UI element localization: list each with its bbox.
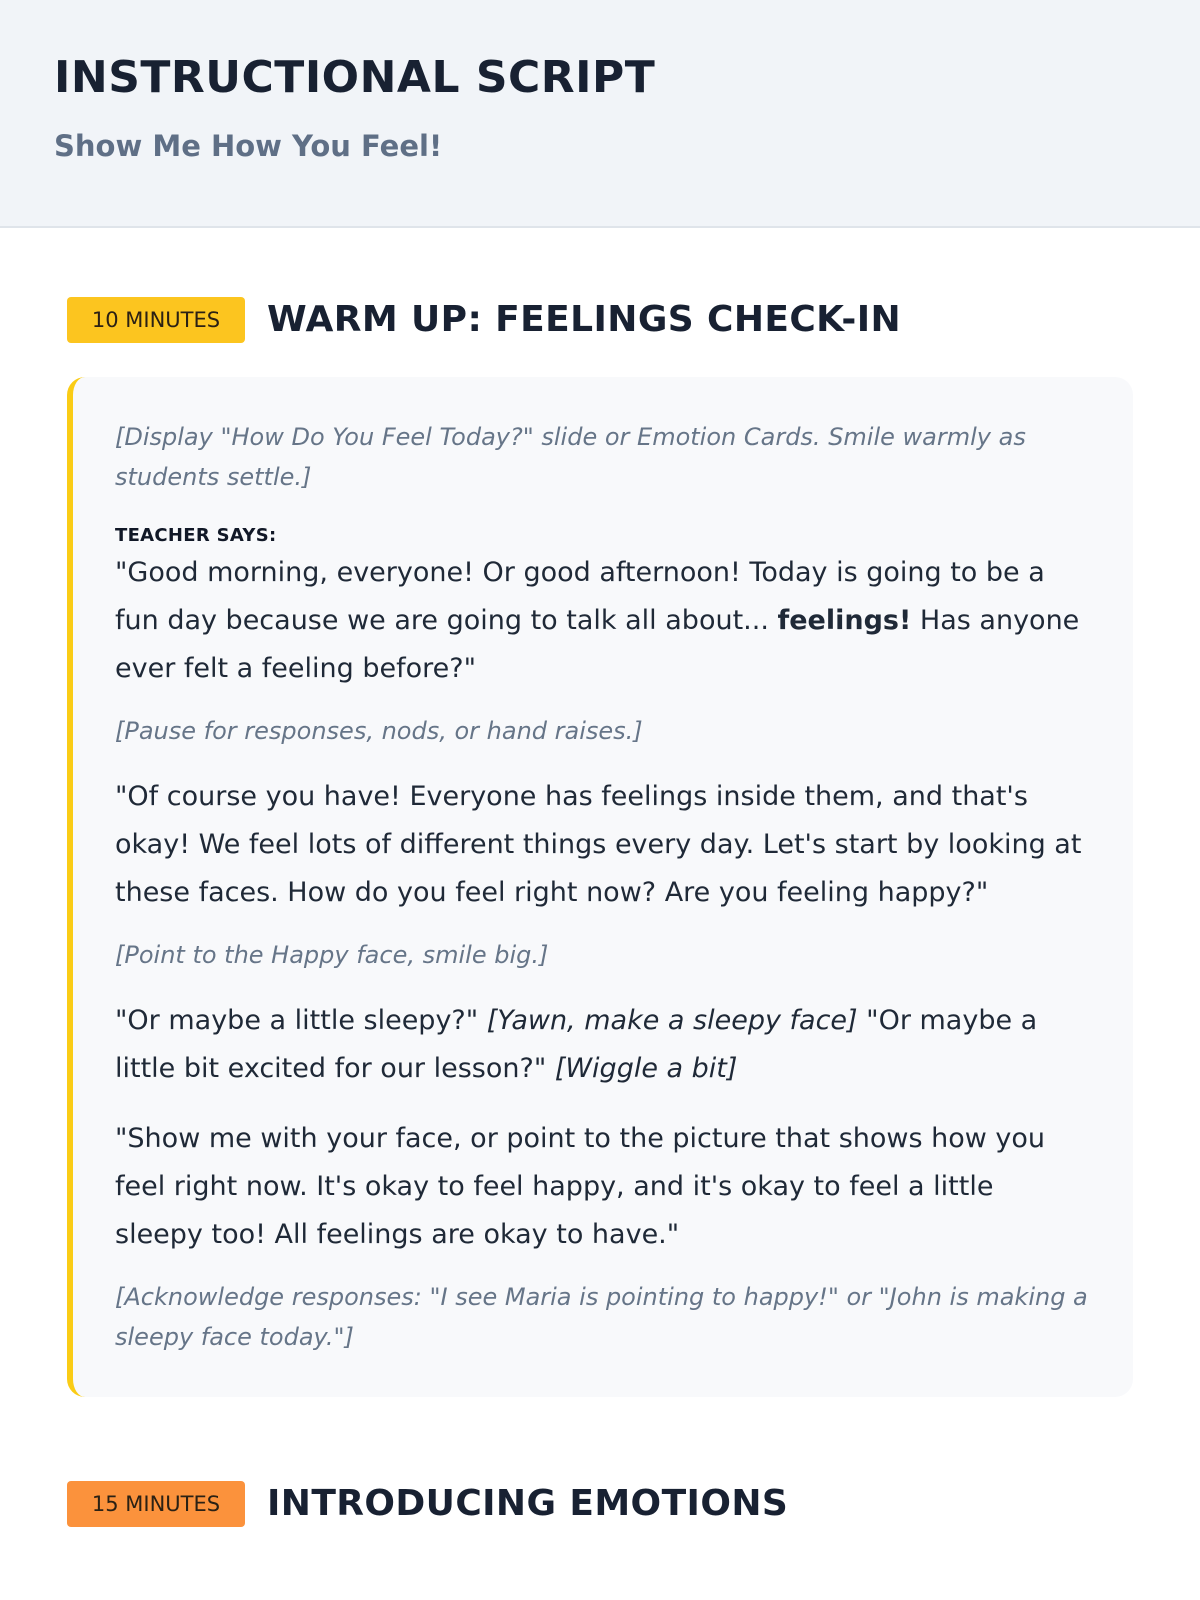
teacher-speech: "Show me with your face, or point to the picture that shows how you feel right now. It's okay to feel happy, and it's okay to feel a little sleepy too! All feelings are okay to have." [115,1122,1046,1250]
teacher-speech [115,997,1089,1093]
speech-text: "Or maybe a little bit excited for our lesson?" [115,1004,1038,1084]
document-title: INSTRUCTIONAL SCRIPT [54,52,656,103]
inline-cue: [Wiggle a bit] [554,1052,738,1084]
stage-direction: [Pause for responses, nods, or hand raises.] [115,716,643,745]
document-subtitle: Show Me How You Feel! [54,128,443,163]
teacher-speech: "Of course you have! Everyone has feelings inside them, and that's okay! We feel lots of different things every day. Let's start by looking at these faces. How do you feel right now? Are you feeling happy?" [115,780,1082,908]
stage-direction: [Acknowledge responses: "I see Maria is pointing to happy!" or "John is making a sleepy face today."] [115,1282,1088,1351]
section-warm-up [0,295,1200,1397]
time-badge: 10 MINUTES [67,297,245,343]
speech-text: "Or maybe a little sleepy?" [115,1004,487,1036]
speech-text: Has anyone ever felt a feeling before?" [115,604,1080,684]
document-header [0,0,1200,228]
inline-cue: [Yawn, make a sleepy face] [486,1004,858,1036]
stage-direction: [Display "How Do You Feel Today?" slide or Emotion Cards. Smile warmly as students settle.] [115,423,1026,491]
teacher-speech [115,549,1089,693]
time-badge: 15 MINUTES [67,1481,245,1527]
section-header [67,295,1133,345]
teacher-says-label: TEACHER SAYS: [115,525,277,546]
script-box [67,377,1133,1397]
section-header [67,1479,1133,1529]
section-title: INTRODUCING EMOTIONS [267,1482,789,1524]
section-introducing-emotions [0,1479,1200,1529]
stage-direction: [Point to the Happy face, smile big.] [115,940,549,969]
speech-text: "Good morning, everyone! Or good afternoon! Today is going to be a fun day because we are going to talk all about... [115,556,1045,636]
section-title: WARM UP: FEELINGS CHECK-IN [267,299,902,340]
speech-emphasis: feelings! [777,604,912,636]
